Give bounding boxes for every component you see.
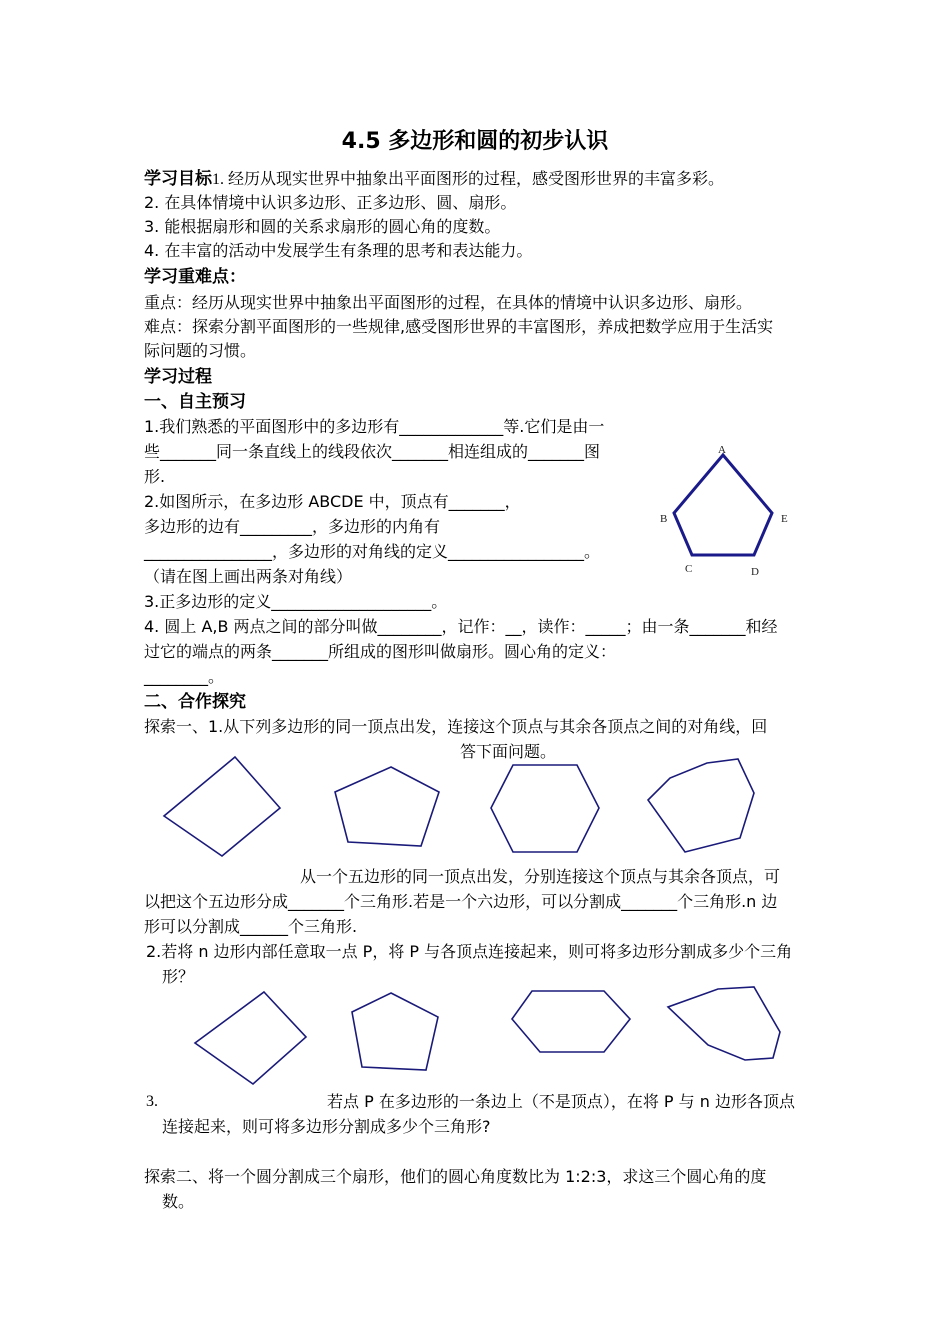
quadrilateral-shape (164, 757, 280, 856)
process-heading: 学习过程 (144, 367, 212, 387)
goals-line (144, 168, 724, 191)
section-heading-2: 二、合作探究 (144, 692, 246, 712)
question-2b-line-2: 形？ (162, 967, 195, 986)
page-title: 4.5 多边形和圆的初步认识 (341, 129, 609, 154)
hexagon-shape (491, 765, 599, 852)
hexagon-shape-2 (512, 991, 630, 1052)
goal-item-1: 1. 经历从现实世界中抽象出平面图形的过程，感受图形世界的丰富多彩。 (212, 171, 725, 188)
explore-1-line-2: 答下面问题。 (460, 742, 557, 761)
question-3b-line-1: 若点 P 在多边形的一条边上（不是顶点），在将 P 与 n 边形各顶点 (327, 1092, 795, 1111)
question-2b-line-1: 2.若将 n 边形内部任意取一点 P，将 P 与各顶点连接起来，则可将多边形分割成多少个三角 (146, 942, 793, 961)
polygon-row-1 (150, 750, 770, 865)
explore-1-fill-3: 形可以分割成______个三角形. (144, 917, 358, 936)
goal-item-4: 4. 在丰富的活动中发展学生有条理的思考和表达能力。 (144, 241, 533, 260)
polygon-row-2 (190, 985, 800, 1095)
heptagon-shape-2 (668, 987, 780, 1060)
question-3b-number: 3. (146, 1093, 158, 1110)
section-heading-1: 一、自主预习 (144, 392, 246, 412)
question-2-note: （请在图上画出两条对角线） (144, 567, 353, 586)
pentagon-shape (335, 767, 439, 846)
key-points-heading: 学习重难点： (144, 267, 246, 287)
question-1-line-3: 形. (144, 467, 166, 486)
question-2-line-3: ________________，多边形的对角线的定义_________________。 (144, 542, 601, 561)
question-4-line-1: 4. 圆上 A,B 两点之间的部分叫做________，记作：__，读作：_____；由一条_______和经 (144, 617, 778, 636)
question-3: 3.正多边形的定义____________________。 (144, 592, 448, 611)
pentagon-shape-2 (352, 993, 438, 1070)
vertex-label-c: C (685, 563, 693, 575)
goal-item-3: 3. 能根据扇形和圆的关系求扇形的圆心角的度数。 (144, 217, 501, 236)
vertex-label-a: A (718, 444, 726, 456)
explore-2-line-1: 探索二、将一个圆分割成三个扇形，他们的圆心角度数比为 1:2:3，求这三个圆心角的度 (144, 1167, 767, 1186)
difficult-point-2: 际问题的习惯。 (144, 341, 257, 360)
heptagon-shape (648, 759, 754, 852)
difficult-point-1: 难点：探索分割平面图形的一些规律,感受图形世界的丰富图形，养成把数学应用于生活实 (144, 317, 774, 336)
question-2-line-2: 多边形的边有_________，多边形的内角有 (144, 517, 441, 536)
explore-1-fill-1: 从一个五边形的同一顶点出发，分别连接这个顶点与其余各顶点，可 (300, 867, 781, 886)
vertex-label-d: D (751, 566, 759, 578)
vertex-label-e: E (781, 513, 788, 525)
goal-item-2: 2. 在具体情境中认识多边形、正多边形、圆、扇形。 (144, 193, 517, 212)
question-2-line-1: 2.如图所示，在多边形 ABCDE 中，顶点有_______， (144, 492, 521, 511)
vertex-label-b: B (660, 513, 668, 525)
question-3b-line-2: 连接起来，则可将多边形分割成多少个三角形? (162, 1117, 491, 1136)
explore-2-line-2: 数。 (162, 1192, 195, 1211)
pentagon-abcde (674, 455, 772, 555)
question-1-line-2: 些_______同一条直线上的线段依次_______相连组成的_______图 (144, 442, 601, 461)
question-1-line-1: 1.我们熟悉的平面图形中的多边形有_____________等.它们是由一 (144, 417, 605, 436)
quadrilateral-shape-2 (195, 992, 306, 1084)
goals-heading: 学习目标 (144, 169, 212, 189)
explore-1-fill-2: 以把这个五边形分成_______个三角形.若是一个六边形，可以分割成_______个三角形.n 边 (144, 892, 778, 911)
explore-1-line-1: 探索一、1.从下列多边形的同一顶点出发，连接这个顶点与其余各顶点之间的对角线，回 (144, 717, 768, 736)
pentagon-abcde-figure (650, 440, 800, 580)
question-4-line-3: ________。 (144, 667, 225, 686)
question-4-line-2: 过它的端点的两条_______所组成的图形叫做扇形。圆心角的定义： (144, 642, 617, 661)
key-point: 重点：经历从现实世界中抽象出平面图形的过程，在具体的情境中认识多边形、扇形。 (144, 293, 753, 312)
